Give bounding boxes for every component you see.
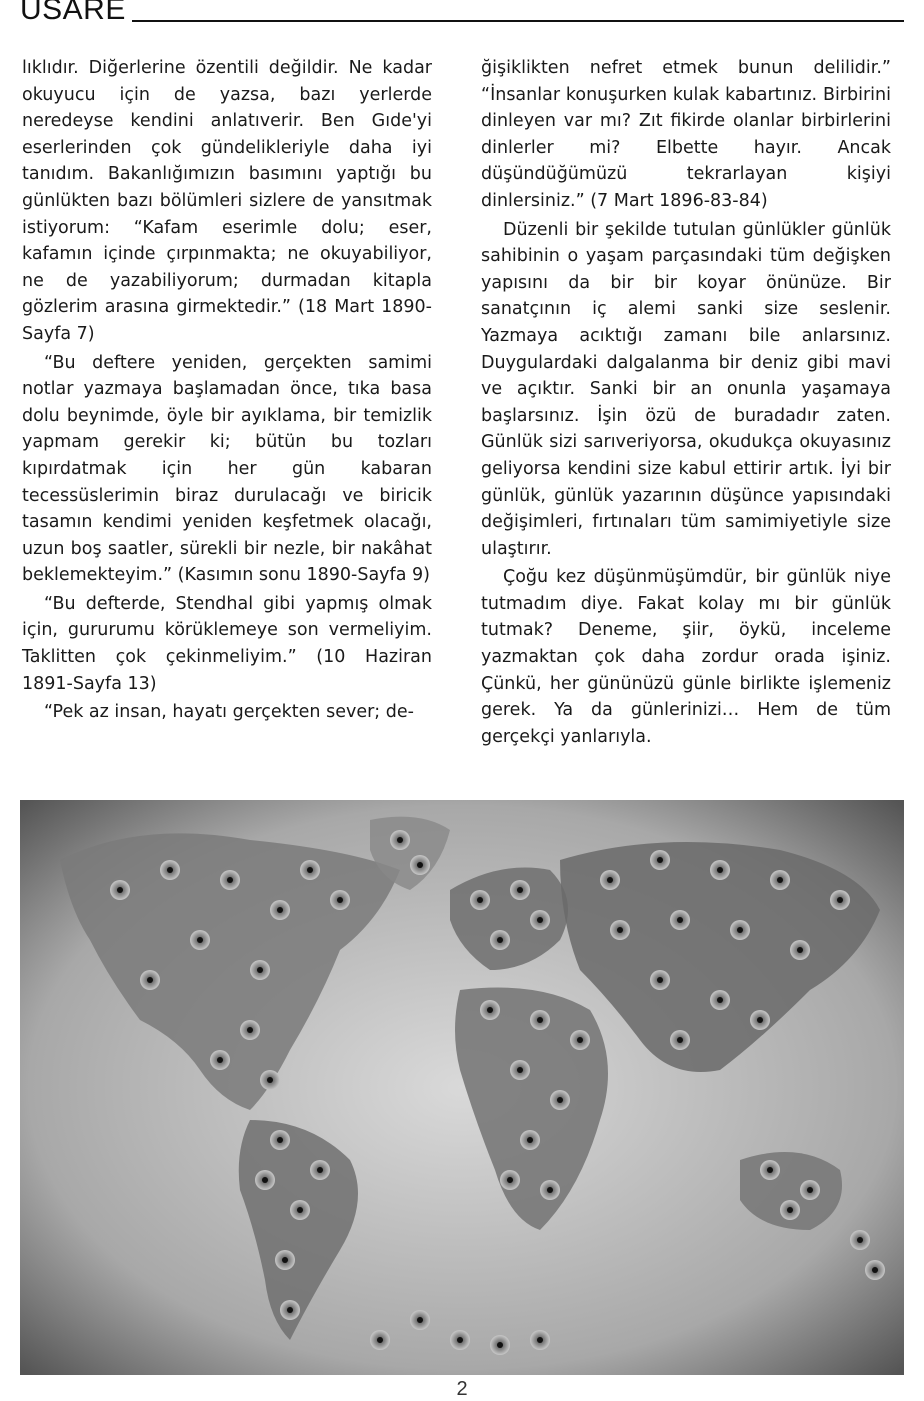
floral-world-map-image — [20, 800, 904, 1375]
world-map-illustration — [20, 800, 904, 1375]
paragraph: Çoğu kez düşünmüşümdür, bir günlük niye tutmadım diye. Fakat kolay mı bir günlük tutmak? Deneme, şiir, öykü, inceleme yazmaktan çok daha zordur orada işiniz. Çünkü, her gününüzü günle birlikte işlemeniz gerek. Ya da günlerinizi… Hem de tüm gerçekçi yanlarıyla. — [481, 567, 891, 747]
paragraph: “Bu defterde, Stendhal gibi yapmış olmak için, gururumu körüklemeye son vermeliyim. Taklitten çok çekinmeliyim.” (10 Haziran 1891-Sayfa 13) — [22, 593, 432, 694]
page-header — [20, 0, 904, 28]
header-rule — [132, 20, 904, 22]
paragraph: ğişiklikten nefret etmek bunun delilidir.” “İnsanlar konuşurken kulak kabartınız. Birbirini dinleyen var mı? Zıt fikirde olanlar birbirlerini dinlerler mi? Elbette hayır. Ancak düşündüğümüzü tekrarlayan kişiyi dinlersiniz.” (7 Mart 1896-83-84) — [481, 58, 891, 211]
right-column — [481, 55, 891, 750]
left-column — [22, 55, 432, 726]
magazine-logo: USARE — [20, 0, 126, 26]
paragraph: “Bu deftere yeniden, gerçekten samimi notlar yazmaya başlamadan önce, tıka basa dolu beynimde, öyle bir ayıklama, bir temizlik yapmam gerekir ki; bütün bu tozları kıpırdatmak için her gün kabaran tecessüslerimin biraz durulacağı ve biricik tasamın kendimi yeniden keşfetmek olacağı, uzun boş saatler, sürekli bir nezle, bir nakâhat beklemekteyim.” (Kasımın sonu 1890-Sayfa 9) — [22, 352, 432, 586]
page-number: 2 — [456, 1378, 468, 1400]
paragraph: Düzenli bir şekilde tutulan günlükler günlük sahibinin o yaşam parçasındaki tüm değişken yapısını da bir bir koyar önünüze. Bir sanatçının iç alemi sanki size seslenir. Yazmaya acıktığı zamanı bile anlarsınız. Duygulardaki dalgalanma bir deniz gibi mavi ve açıktır. Sanki bir an onunla yaşamaya başlarsınız. İşin özü de buradadır zaten. Günlük sizi sarıveriyorsa, okudukça okuyasınız geliyorsa kendini size kabul ettirir artık. İyi bir günlük, günlük yazarının düşünce yapısındaki değişimleri, fırtınaları tüm samimiyetiyle size ulaştırır. — [481, 219, 891, 559]
paragraph: “Pek az insan, hayatı gerçekten sever; de- — [44, 702, 414, 723]
paragraph: lıklıdır. Diğerlerine özentili değildir. Ne kadar okuyucu için de yazsa, bazı yerlerde neredeyse kendini anlatıverir. Ben Gıde'yi eserlerinden çok gündelikleriyle daha iyi tanıdım. Bakanlığımızın basımını yaptığı bu günlükten bazı bölümleri sizlere de yansıtmak istiyorum: “Kafam eserimle dolu; eser, kafamın içinde çırpınmakta; ne okuyabiliyor, ne de yazabiliyorum; durmadan kitapla gözlerim arasına girmektedir.” (18 Mart 1890-Sayfa 7) — [22, 58, 432, 344]
